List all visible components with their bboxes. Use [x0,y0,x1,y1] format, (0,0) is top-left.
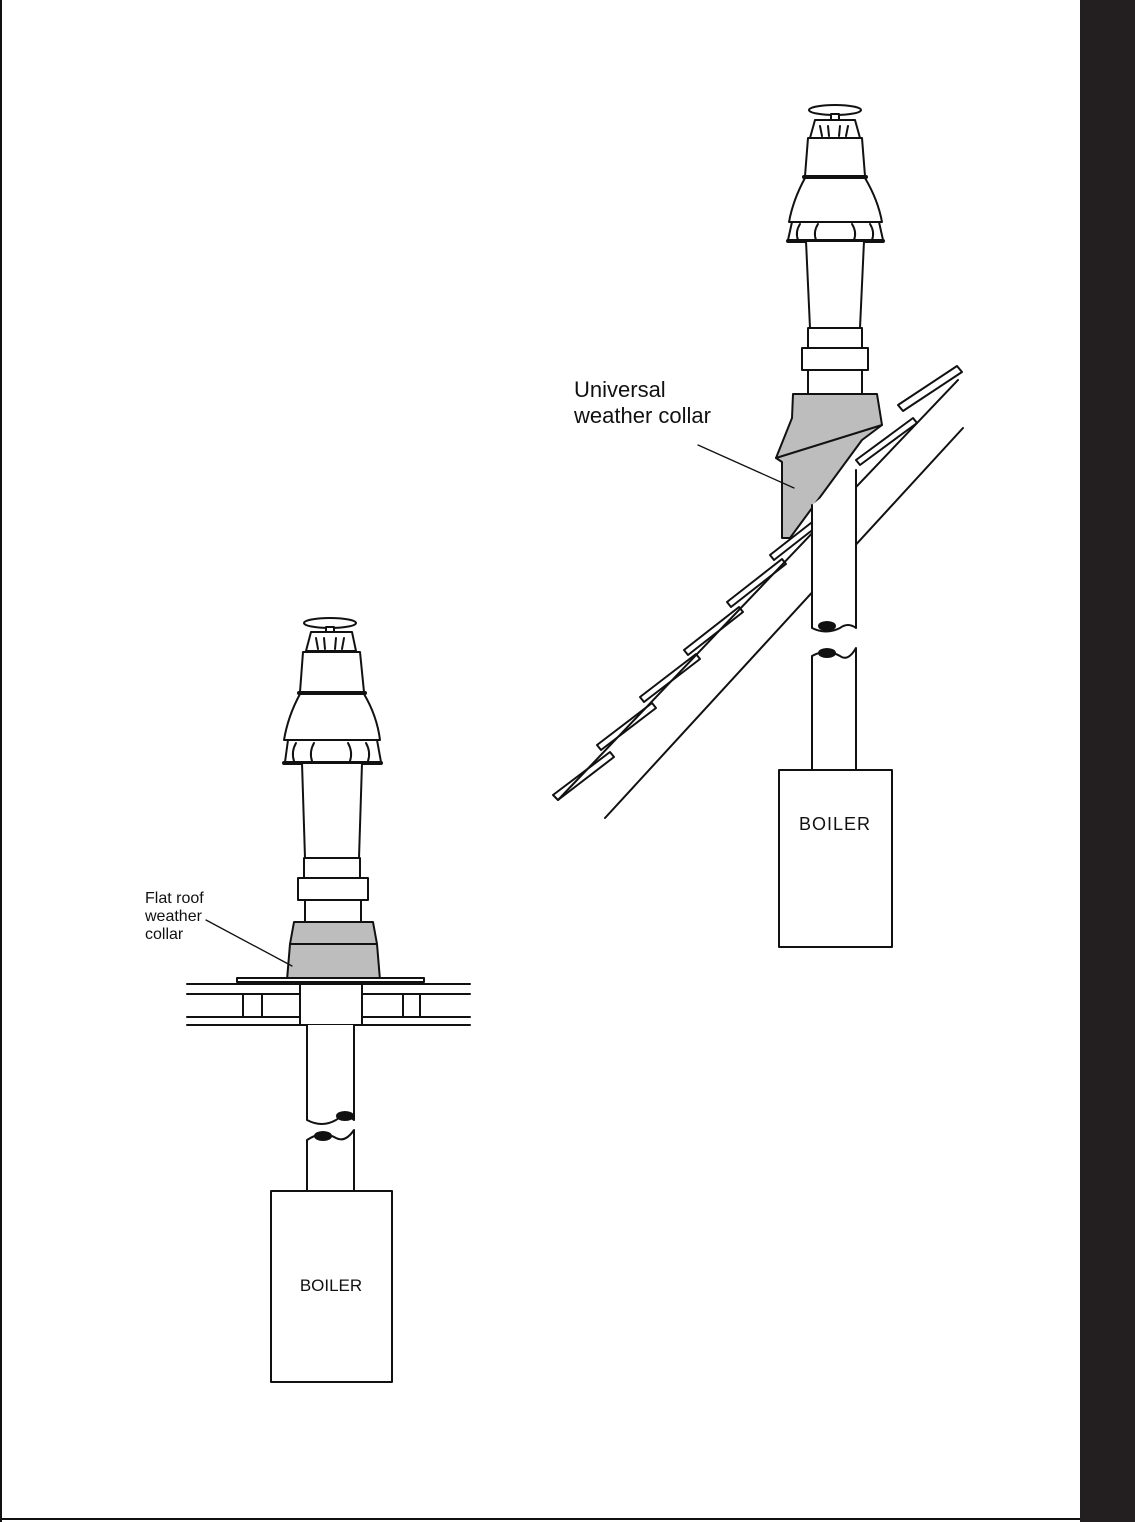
pipe-break-hole-upper [819,622,835,630]
flat-boiler-label: BOILER [299,1276,363,1295]
flue-outer-pipe [806,241,864,328]
terminal-upper-cowl [306,632,356,651]
pitched-roof-assembly [553,105,963,947]
terminal-cone-lower [284,694,380,740]
flat-collar-label-line-1: Flat roof [145,890,204,907]
flue-pipe-ring [304,858,360,878]
flat-roof-deck [187,984,470,1025]
flat-flue-pipe [298,763,368,922]
roof-tile [727,559,786,607]
pitched-flue-pipe [802,241,868,394]
roof-penetration-sleeve [300,984,362,1025]
roof-tile [898,366,962,411]
pitched-flue-terminal [788,105,883,241]
terminal-cone-lower [789,178,882,222]
flue-pipe-adapter [802,348,868,370]
flat-roof-weather-collar-shape [287,922,380,980]
pipe-break-hole-lower [315,1132,331,1140]
terminal-cone-upper [300,652,364,692]
pipe-break-hole-upper [337,1112,353,1120]
roof-tile [553,752,614,800]
flat-collar-label-line-2: weather [145,908,202,925]
flat-collar-leader-line [206,920,292,966]
flat-pipe-lower-segment [307,1130,354,1191]
roof-tile [597,703,656,750]
flue-outer-pipe [302,763,362,858]
pitched-pipe-lower-segment [812,648,856,770]
flue-pipe-lower-section [808,370,862,394]
terminal-upper-cowl [810,120,860,138]
terminal-cone-upper [805,138,865,176]
dark-side-tab [1080,0,1135,1522]
flat-collar-label-line-3: collar [145,926,184,943]
flat-pipe-upper-segment [307,1025,354,1124]
universal-collar-label-line-1: Universal [574,377,666,402]
pitched-roof-tiles [553,366,962,800]
terminal-skirt [788,222,883,240]
roof-tile-underlay [558,380,958,800]
pipe-break-hole-lower [819,649,835,657]
pitched-boiler-label: BOILER [798,814,872,834]
flue-pipe-lower-section [305,900,361,922]
flue-pipe-adapter [298,878,368,900]
collar-flange-plate [237,978,424,982]
universal-collar-label-line-2: weather collar [574,403,711,428]
flue-pipe-ring [808,328,862,348]
flat-roof-assembly [187,618,470,1382]
pitched-boiler-box [779,770,892,947]
flat-flue-terminal [284,618,381,763]
